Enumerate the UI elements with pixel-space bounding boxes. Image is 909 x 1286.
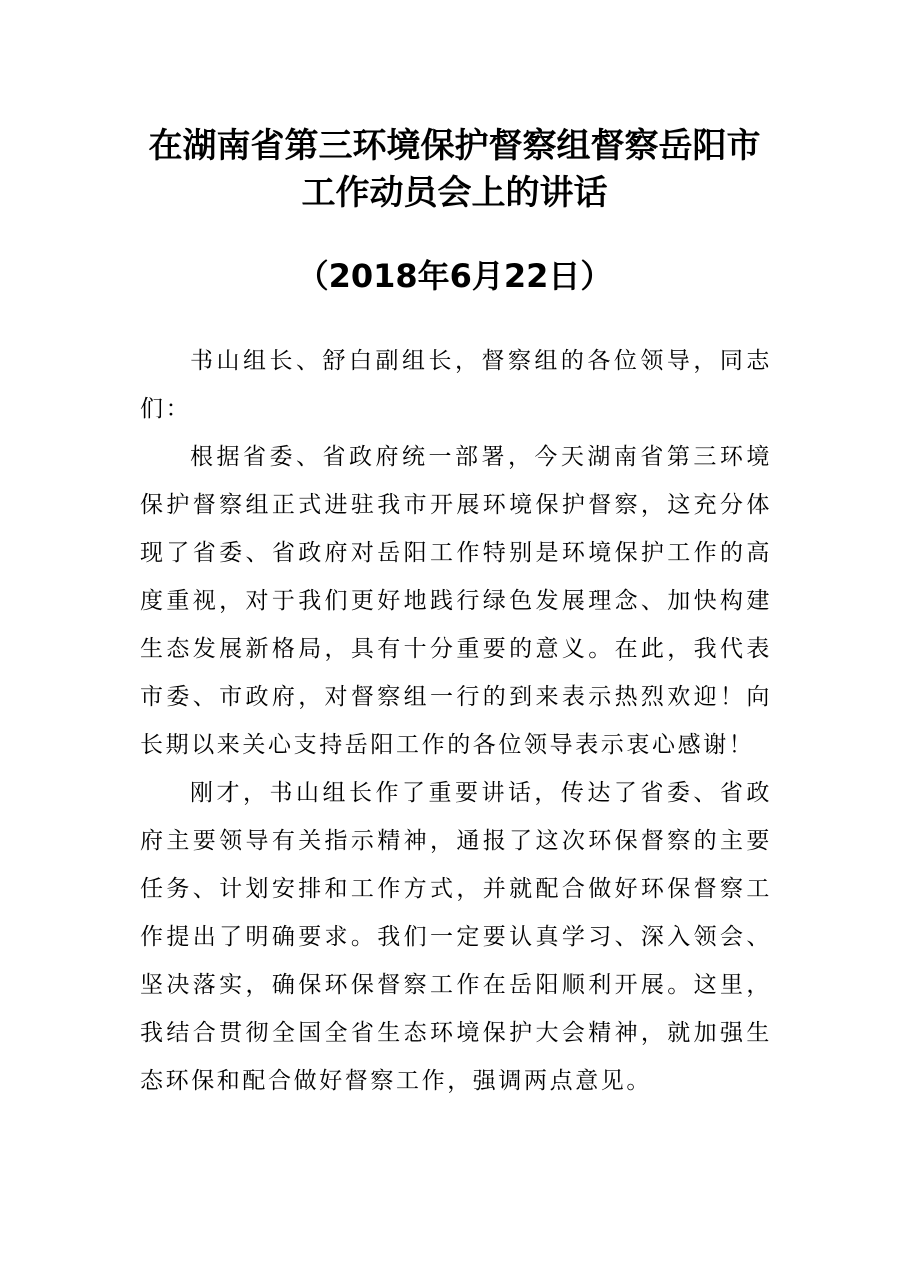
body-paragraph: 刚才，书山组长作了重要讲话，传达了省委、省政府主要领导有关指示精神，通报了这次环保督察的主要任务、计划安排和工作方式，并就配合做好环保督察工作提出了明确要求。我们一定要认真学习、深入领会、坚决落实，确保环保督察工作在岳阳顺利开展。这里，我结合贯彻全国全省生态环境保护大会精神，就加强生态环保和配合做好督察工作，强调两点意见。 [140,780,772,1094]
body-paragraph: 根据省委、省政府统一部署，今天湖南省第三环境保护督察组正式进驻我市开展环境保护督察，这充分体现了省委、省政府对岳阳工作特别是环境保护工作的高度重视，对于我们更好地践行绿色发展理念、加快构建生态发展新格局，具有十分重要的意义。在此，我代表市委、市政府，对督察组一行的到来表示热烈欢迎！向长期以来关心支持岳阳工作的各位领导表示衷心感谢！ [140,444,772,758]
speech-date: （2018年6月22日） [296,257,613,295]
salutation-paragraph: 书山组长、舒白副组长，督察组的各位领导，同志们： [140,348,772,422]
document-title-line-1: 在湖南省第三环境保护督察组督察岳阳市 [148,126,761,166]
document-title-line-2: 工作动员会上的讲话 [301,173,608,213]
